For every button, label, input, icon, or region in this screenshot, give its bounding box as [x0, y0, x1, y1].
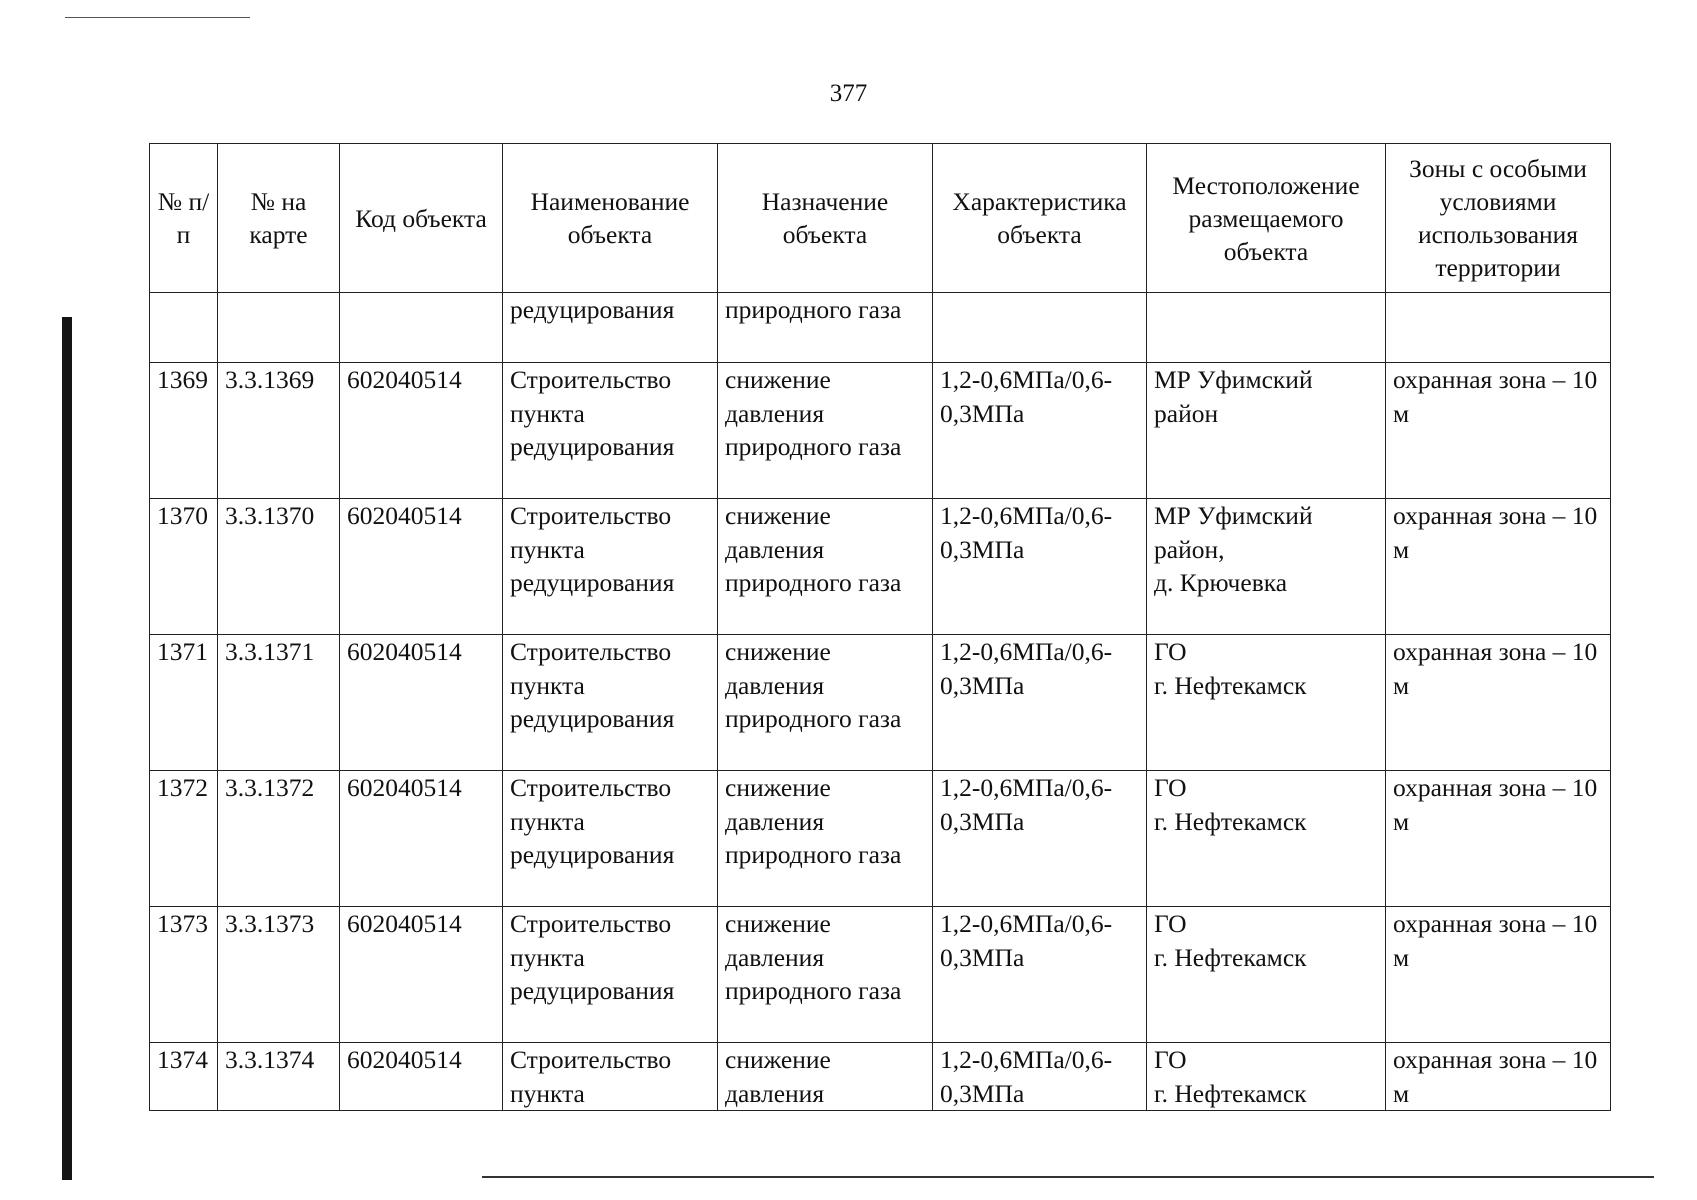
cell-purpose: снижение давления — [718, 1043, 933, 1111]
header-cell-name: Наименование объекта — [503, 144, 718, 293]
cell-map-num: 3.3.1374 — [218, 1043, 340, 1111]
cell-purpose: снижение давления природного газа — [718, 635, 933, 771]
header-cell-zone: Зоны с особыми условиями использования территории — [1386, 144, 1611, 293]
cell-characteristic: 1,2-0,6МПа/0,6-0,3МПа — [933, 907, 1147, 1043]
cell-code: 602040514 — [340, 363, 503, 499]
cell-location: ГО г. Нефтекамск — [1147, 1043, 1386, 1111]
header-row — [150, 144, 1611, 293]
cell-characteristic: 1,2-0,6МПа/0,6-0,3МПа — [933, 771, 1147, 907]
cell-zone: охранная зона – 10 м — [1386, 499, 1611, 635]
cell-name: редуцирования — [503, 293, 718, 363]
continuation-row — [150, 293, 1611, 363]
header-cell-characteristic: Характеристика объекта — [933, 144, 1147, 293]
cell-name: Строительство пункта редуцирования — [503, 635, 718, 771]
cell-num: 1370 — [150, 499, 218, 635]
table-row — [150, 771, 1611, 907]
cell-name: Строительство пункта редуцирования — [503, 771, 718, 907]
cell-code: 602040514 — [340, 1043, 503, 1111]
cell-map-num: 3.3.1370 — [218, 499, 340, 635]
cell-purpose: снижение давления природного газа — [718, 499, 933, 635]
cell-purpose: снижение давления природного газа — [718, 363, 933, 499]
scan-artifact-left-bar — [62, 317, 72, 1180]
cell-empty — [340, 293, 503, 363]
header-cell-num: № п/п — [150, 144, 218, 293]
cell-num: 1372 — [150, 771, 218, 907]
cell-empty — [150, 293, 218, 363]
cell-map-num: 3.3.1371 — [218, 635, 340, 771]
table-row — [150, 1043, 1611, 1111]
cell-empty — [218, 293, 340, 363]
cell-code: 602040514 — [340, 907, 503, 1043]
cell-location: ГО г. Нефтекамск — [1147, 635, 1386, 771]
cell-location: ГО г. Нефтекамск — [1147, 907, 1386, 1043]
header-cell-location: Местоположение размещаемого объекта — [1147, 144, 1386, 293]
cell-empty — [933, 293, 1147, 363]
cell-purpose: снижение давления природного газа — [718, 907, 933, 1043]
cell-name: Строительство пункта редуцирования — [503, 363, 718, 499]
cell-num: 1369 — [150, 363, 218, 499]
cell-characteristic: 1,2-0,6МПа/0,6-0,3МПа — [933, 499, 1147, 635]
cell-purpose: природного газа — [718, 293, 933, 363]
table-row — [150, 907, 1611, 1043]
cell-name: Строительство пункта редуцирования — [503, 499, 718, 635]
cell-zone: охранная зона – 10 м — [1386, 363, 1611, 499]
cell-code: 602040514 — [340, 635, 503, 771]
cell-purpose: снижение давления природного газа — [718, 771, 933, 907]
cell-characteristic: 1,2-0,6МПа/0,6-0,3МПа — [933, 363, 1147, 499]
table-row — [150, 363, 1611, 499]
table-row — [150, 635, 1611, 771]
cell-code: 602040514 — [340, 771, 503, 907]
cell-name: Строительство пункта редуцирования — [503, 907, 718, 1043]
scan-artifact-bottom-line — [482, 1176, 1654, 1178]
cell-code: 602040514 — [340, 499, 503, 635]
cell-zone: охранная зона – 10 м — [1386, 635, 1611, 771]
cell-map-num: 3.3.1373 — [218, 907, 340, 1043]
table-row — [150, 499, 1611, 635]
cell-empty — [1147, 293, 1386, 363]
cell-characteristic: 1,2-0,6МПа/0,6-0,3МПа — [933, 635, 1147, 771]
cell-num: 1373 — [150, 907, 218, 1043]
cell-zone: охранная зона – 10 м — [1386, 907, 1611, 1043]
cell-num: 1371 — [150, 635, 218, 771]
cell-zone: охранная зона – 10 м — [1386, 1043, 1611, 1111]
header-cell-map-num: № на карте — [218, 144, 340, 293]
cell-empty — [1386, 293, 1611, 363]
page-number: 377 — [829, 80, 868, 107]
objects-table — [149, 143, 1611, 1111]
header-cell-code: Код объекта — [340, 144, 503, 293]
cell-characteristic: 1,2-0,6МПа/0,6-0,3МПа — [933, 1043, 1147, 1111]
cell-location: МР Уфимский район — [1147, 363, 1386, 499]
cell-num: 1374 — [150, 1043, 218, 1111]
cell-map-num: 3.3.1369 — [218, 363, 340, 499]
scan-artifact-top-line — [65, 17, 250, 18]
header-cell-purpose: Назначение объекта — [718, 144, 933, 293]
cell-location: МР Уфимский район, д. Крючевка — [1147, 499, 1386, 635]
cell-zone: охранная зона – 10 м — [1386, 771, 1611, 907]
cell-location: ГО г. Нефтекамск — [1147, 771, 1386, 907]
table-header — [150, 144, 1611, 293]
table-body — [150, 293, 1611, 1111]
cell-name: Строительство пункта — [503, 1043, 718, 1111]
cell-map-num: 3.3.1372 — [218, 771, 340, 907]
